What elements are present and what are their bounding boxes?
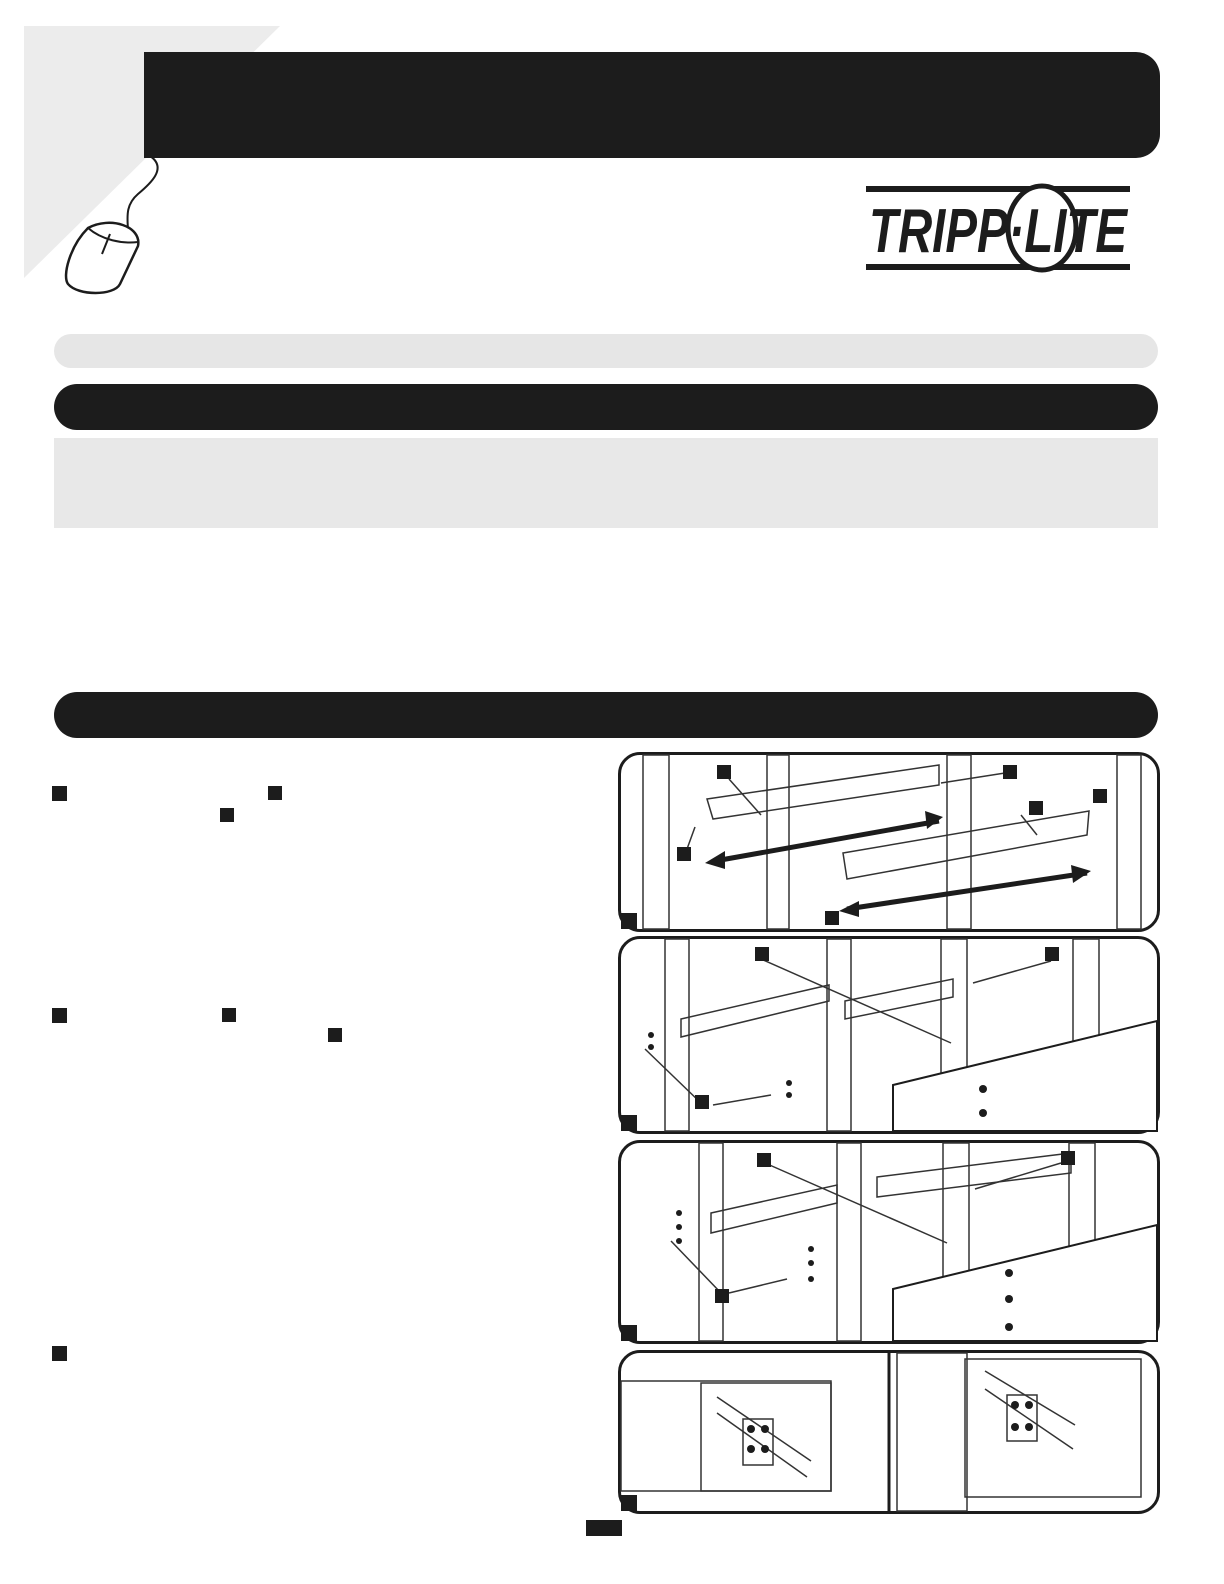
step-marker-3: [52, 1346, 67, 1361]
section-header-bar-2: [54, 692, 1158, 738]
step-marker-1: [52, 786, 67, 801]
mouse-icon: [58, 150, 178, 300]
step-marker-2: [52, 1008, 67, 1023]
figure-3-panel: [618, 1140, 1160, 1344]
inline-callout: [328, 1028, 342, 1042]
figure-1-panel: [618, 752, 1160, 932]
inline-callout: [268, 786, 282, 800]
figure-4-panel: [618, 1350, 1160, 1514]
svg-text:TRIPP·LITE: TRIPP·LITE: [869, 197, 1129, 266]
note-box: [54, 438, 1158, 528]
info-strip: [54, 334, 1158, 368]
page-number-tab: [586, 1520, 622, 1536]
inline-callout: [222, 1008, 236, 1022]
figure-2-panel: [618, 936, 1160, 1134]
tripp-lite-logo: [864, 184, 1132, 276]
inline-callout: [220, 808, 234, 822]
section-header-bar-1: [54, 384, 1158, 430]
title-bar: [144, 52, 1160, 158]
